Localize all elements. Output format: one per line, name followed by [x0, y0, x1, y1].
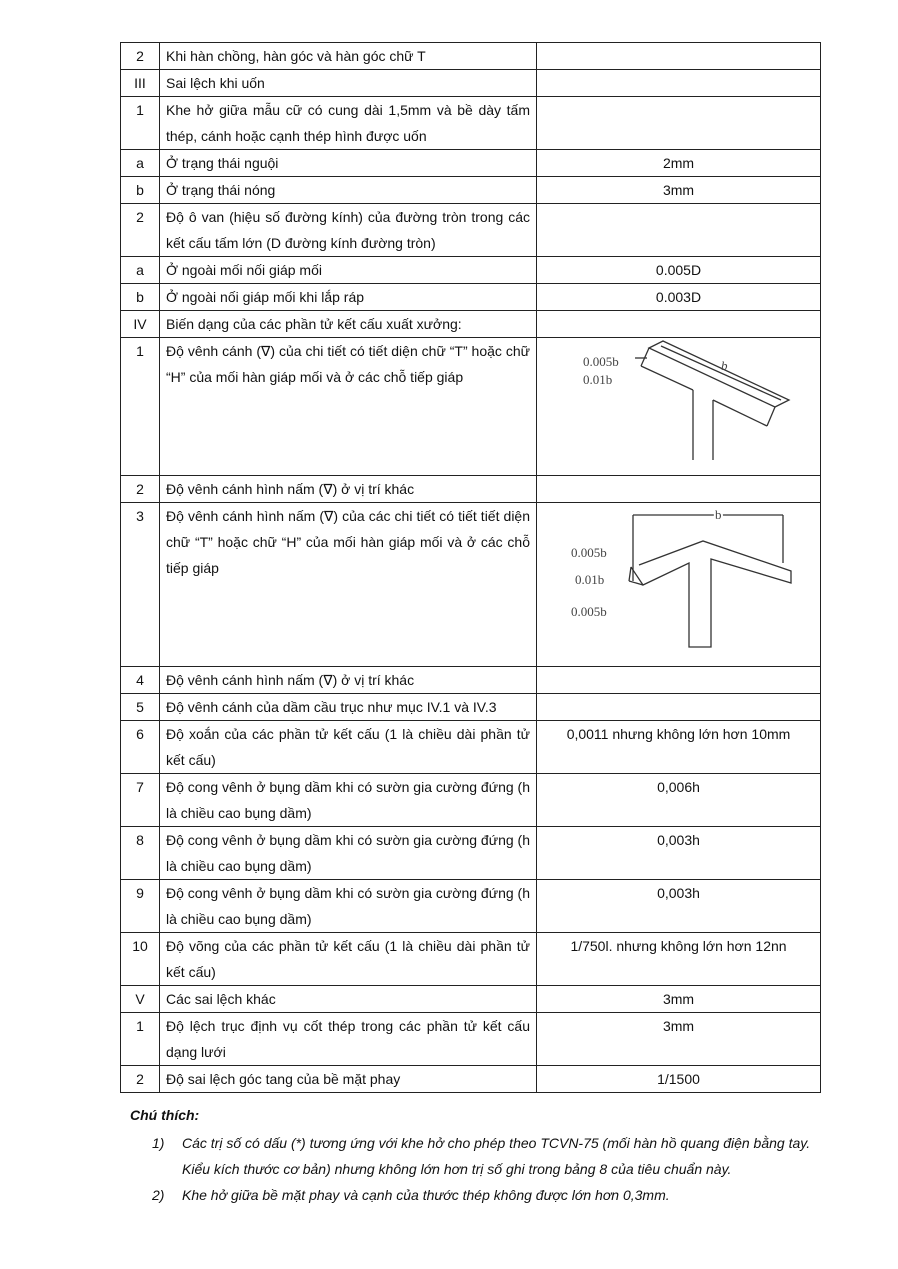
- row-description: Độ vênh cánh hình nấm (∇) ở vị trí khác: [160, 667, 537, 694]
- row-value: 3mm: [537, 1013, 821, 1066]
- row-number: III: [121, 70, 160, 97]
- figure1-label-a: 0.005b: [583, 354, 619, 369]
- note-number: 1): [152, 1135, 165, 1151]
- table-row: [121, 1066, 821, 1093]
- row-value: 1/1500: [537, 1066, 821, 1093]
- tolerance-table: [120, 42, 821, 1093]
- row-number: a: [121, 150, 160, 177]
- row-value: [537, 694, 821, 721]
- row-number: 8: [121, 827, 160, 880]
- figure2-label-c: 0.005b: [571, 604, 607, 619]
- table-row: [121, 338, 821, 476]
- table-row: [121, 503, 821, 667]
- notes-title: Chú thích:: [130, 1107, 200, 1123]
- row-value: 2mm: [537, 150, 821, 177]
- note-text: Các trị số có dấu (*) tương ứng với khe hở cho phép theo TCVN-75 (mối hàn hồ quang điện bằng tay. Kiểu kích thước cơ bản) nhưng không lớn hơn trị số ghi trong bảng 8 của tiêu chuẩn này.: [182, 1135, 811, 1177]
- row-description: Độ võng của các phần tử kết cấu (1 là chiều dài phần tử kết cấu): [160, 933, 537, 986]
- flange-warp-figure-cell: [537, 338, 821, 476]
- row-number: b: [121, 177, 160, 204]
- row-description: Ở ngoài nối giáp mối khi lắp ráp: [160, 284, 537, 311]
- row-value: [537, 204, 821, 257]
- table-row: [121, 774, 821, 827]
- figure2-label-b: 0.01b: [575, 572, 605, 587]
- row-value: 0.005D: [537, 257, 821, 284]
- row-number: 9: [121, 880, 160, 933]
- row-number: 4: [121, 667, 160, 694]
- row-description: Độ vênh cánh (∇) của chi tiết có tiết diện chữ “T” hoặc chữ “H” của mối hàn giáp mối và ở các chỗ tiếp giáp: [160, 338, 537, 476]
- row-number: 2: [121, 204, 160, 257]
- row-description: Biến dạng của các phần tử kết cấu xuất xưởng:: [160, 311, 537, 338]
- row-number: 7: [121, 774, 160, 827]
- table-row: [121, 97, 821, 150]
- row-description: Sai lệch khi uốn: [160, 70, 537, 97]
- table-row: [121, 177, 821, 204]
- row-number: 6: [121, 721, 160, 774]
- t-section-warp-diagram: [543, 338, 829, 467]
- row-description: Các sai lệch khác: [160, 986, 537, 1013]
- note-item: [130, 1182, 820, 1208]
- row-value: 0.003D: [537, 284, 821, 311]
- table-row: [121, 721, 821, 774]
- table-row: [121, 257, 821, 284]
- table-row: [121, 827, 821, 880]
- row-number: b: [121, 284, 160, 311]
- row-value: 3mm: [537, 177, 821, 204]
- row-description: Khi hàn chồng, hàn góc và hàn góc chữ T: [160, 43, 537, 70]
- row-number: 1: [121, 338, 160, 476]
- table-row: [121, 284, 821, 311]
- row-number: 2: [121, 1066, 160, 1093]
- table-row: [121, 1013, 821, 1066]
- row-number: 1: [121, 97, 160, 150]
- row-description: Ở ngoài mối nối giáp mối: [160, 257, 537, 284]
- row-number: 10: [121, 933, 160, 986]
- row-value: [537, 311, 821, 338]
- row-value: 0,0011 nhưng không lớn hơn 10mm: [537, 721, 821, 774]
- figure2-label-a: 0.005b: [571, 545, 607, 560]
- note-number: 2): [152, 1187, 165, 1203]
- table-row: [121, 70, 821, 97]
- row-description: Khe hở giữa mẫu cữ có cung dài 1,5mm và bề dày tấm thép, cánh hoặc cạnh thép hình được uốn: [160, 97, 537, 150]
- row-value: 0,003h: [537, 827, 821, 880]
- row-description: Độ vênh cánh của dầm cầu trục như mục IV.1 và IV.3: [160, 694, 537, 721]
- row-value: 0,003h: [537, 880, 821, 933]
- row-number: 3: [121, 503, 160, 667]
- row-description: Độ cong vênh ở bụng dầm khi có sườn gia cường đứng (h là chiều cao bụng dầm): [160, 774, 537, 827]
- notes-section: [130, 1102, 820, 1208]
- row-description: Độ lệch trục định vụ cốt thép trong các phần tử kết cấu dạng lưới: [160, 1013, 537, 1066]
- figure1-label-b: 0.01b: [583, 372, 613, 387]
- row-number: V: [121, 986, 160, 1013]
- row-value: [537, 476, 821, 503]
- row-description: Độ vênh cánh hình nấm (∇) ở vị trí khác: [160, 476, 537, 503]
- row-value: 0,006h: [537, 774, 821, 827]
- t-section-mushroom-warp-diagram: [543, 503, 829, 658]
- table-row: [121, 150, 821, 177]
- row-value: 1/750l. nhưng không lớn hơn 12nn: [537, 933, 821, 986]
- table-row: [121, 204, 821, 257]
- table-row: [121, 476, 821, 503]
- row-description: Độ xoắn của các phần tử kết cấu (1 là chiều dài phần tử kết cấu): [160, 721, 537, 774]
- row-number: IV: [121, 311, 160, 338]
- row-value: [537, 97, 821, 150]
- table-row: [121, 880, 821, 933]
- row-value: [537, 667, 821, 694]
- row-description: Ở trạng thái nguội: [160, 150, 537, 177]
- row-number: 2: [121, 43, 160, 70]
- row-value: [537, 43, 821, 70]
- table-row: [121, 667, 821, 694]
- row-description: Độ cong vênh ở bụng dầm khi có sườn gia cường đứng (h là chiều cao bụng dầm): [160, 827, 537, 880]
- row-number: 5: [121, 694, 160, 721]
- table-row: [121, 933, 821, 986]
- table-row: [121, 43, 821, 70]
- row-value: 3mm: [537, 986, 821, 1013]
- row-description: Độ vênh cánh hình nấm (∇) của các chi tiết có tiết tiết diện chữ “T” hoặc chữ “H” của mối hàn giáp mối và ở các chỗ tiếp giáp: [160, 503, 537, 667]
- table-row: [121, 311, 821, 338]
- figure2-length-label: b: [715, 507, 722, 522]
- row-value: [537, 70, 821, 97]
- figure1-length-label: b: [721, 358, 728, 373]
- row-description: Độ ô van (hiệu số đường kính) của đường tròn trong các kết cấu tấm lớn (D đường kính đường tròn): [160, 204, 537, 257]
- flange-warp-figure-cell: [537, 503, 821, 667]
- row-number: a: [121, 257, 160, 284]
- table-row: [121, 694, 821, 721]
- note-item: [130, 1130, 820, 1182]
- note-text: Khe hở giữa bề mặt phay và cạnh của thước thép không được lớn hơn 0,3mm.: [182, 1187, 670, 1203]
- row-number: 1: [121, 1013, 160, 1066]
- table-row: [121, 986, 821, 1013]
- row-description: Độ sai lệch góc tang của bề mặt phay: [160, 1066, 537, 1093]
- row-description: Độ cong vênh ở bụng dầm khi có sườn gia cường đứng (h là chiều cao bụng dầm): [160, 880, 537, 933]
- row-description: Ở trạng thái nóng: [160, 177, 537, 204]
- row-number: 2: [121, 476, 160, 503]
